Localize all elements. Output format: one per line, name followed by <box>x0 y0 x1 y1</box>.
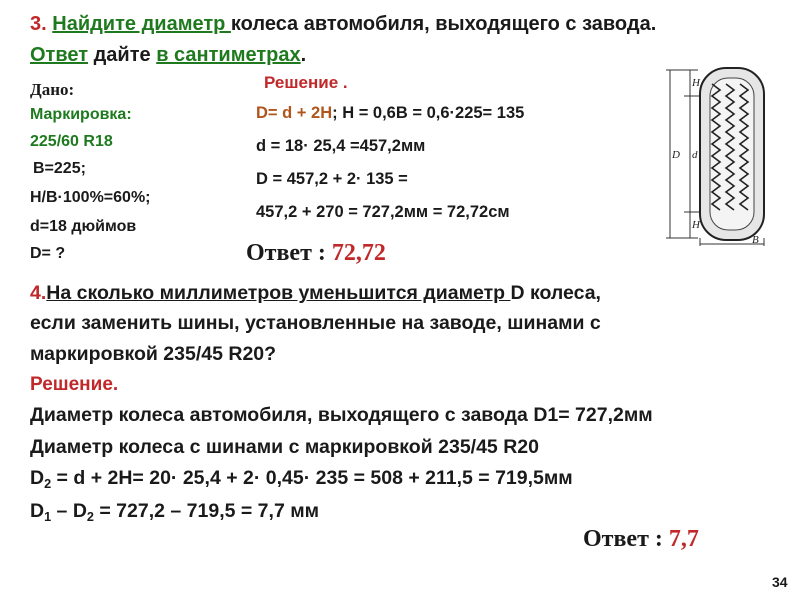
label-h-top: H <box>692 77 700 89</box>
given-marking-label: Маркировка: <box>30 106 132 123</box>
problem3-answer-mid: дайте <box>88 44 157 66</box>
solution3-formula <box>256 104 524 123</box>
solution3-line4: 457,2 + 270 = 727,2мм = 72,72см <box>256 203 510 221</box>
r3-sub: 2 <box>44 476 52 491</box>
page-number: 34 <box>772 574 788 590</box>
problem4-question-underlined: На сколько миллиметров уменьшится диаметр <box>46 282 511 304</box>
r4-d1: D <box>30 500 45 522</box>
r3-d: D <box>30 467 45 489</box>
given-title: Дано: <box>30 80 75 99</box>
given-hb-ratio: H/B·100%=60%; <box>30 189 151 206</box>
problem3-question-line2 <box>30 44 306 67</box>
problem4-solution-title: Решение. <box>30 374 119 395</box>
answer3 <box>246 240 386 267</box>
answer3-label: Ответ : <box>246 240 332 266</box>
problem4-question-line1 <box>30 282 601 305</box>
problem3-answer-units: в сантиметрах <box>156 44 301 66</box>
problem4-question-line3: маркировкой 235/45 R20? <box>30 343 277 365</box>
problem4-solution-line4 <box>30 500 319 524</box>
problem4-question-line2: если заменить шины, установленные на заводе, шинами с <box>30 312 601 334</box>
solution3-formula-rest: ; H = 0,6B = 0,6·225= 135 <box>332 104 525 122</box>
problem3-answer-word: Ответ <box>30 44 89 66</box>
solution3-title: Решение . <box>264 73 348 92</box>
problem3-question-line1 <box>30 13 656 36</box>
problem3-question-underlined: Найдите диаметр <box>52 13 231 35</box>
r4-mid: – D <box>51 500 87 522</box>
label-h-bottom: H <box>692 219 700 231</box>
r4-sub1: 1 <box>44 509 52 524</box>
answer4-label: Ответ : <box>583 526 669 552</box>
label-d: d <box>692 149 698 161</box>
problem3-answer-end: . <box>300 44 307 66</box>
problem3-number: 3. <box>30 13 47 35</box>
problem4-number: 4. <box>30 282 47 304</box>
given-unknown: D= ? <box>30 245 66 262</box>
answer3-value: 72,72 <box>331 240 386 266</box>
problem4-solution-line2: Диаметр колеса с шинами с маркировкой 235/45 R20 <box>30 436 539 458</box>
label-big-d: D <box>672 149 680 161</box>
problem4-question-rest: D колеса, <box>510 282 601 304</box>
solution3-formula-colored: D= d + 2H <box>256 104 333 122</box>
given-b-value: B=225; <box>33 160 86 177</box>
r4-sub2: 2 <box>86 509 94 524</box>
answer4-value: 7,7 <box>668 526 699 552</box>
answer4 <box>583 526 699 553</box>
solution3-line3: D = 457,2 + 2· 135 = <box>256 170 408 188</box>
given-d-value: d=18 дюймов <box>30 218 137 235</box>
problem4-solution-line1: Диаметр колеса автомобиля, выходящего с завода D1= 727,2мм <box>30 404 653 426</box>
label-b: B <box>752 234 759 246</box>
given-marking-value: 225/60 R18 <box>30 133 113 150</box>
r4-rest: = 727,2 – 719,5 = 7,7 мм <box>93 500 320 522</box>
solution3-line2: d = 18· 25,4 =457,2мм <box>256 137 426 155</box>
tire-diagram <box>664 62 792 246</box>
problem4-solution-line3 <box>30 467 573 491</box>
problem3-question-rest: колеса автомобиля, выходящего с завода. <box>230 13 657 35</box>
r3-rest: = d + 2H= 20· 25,4 + 2· 0,45· 235 = 508 + 211,5 = 719,5мм <box>51 467 573 489</box>
